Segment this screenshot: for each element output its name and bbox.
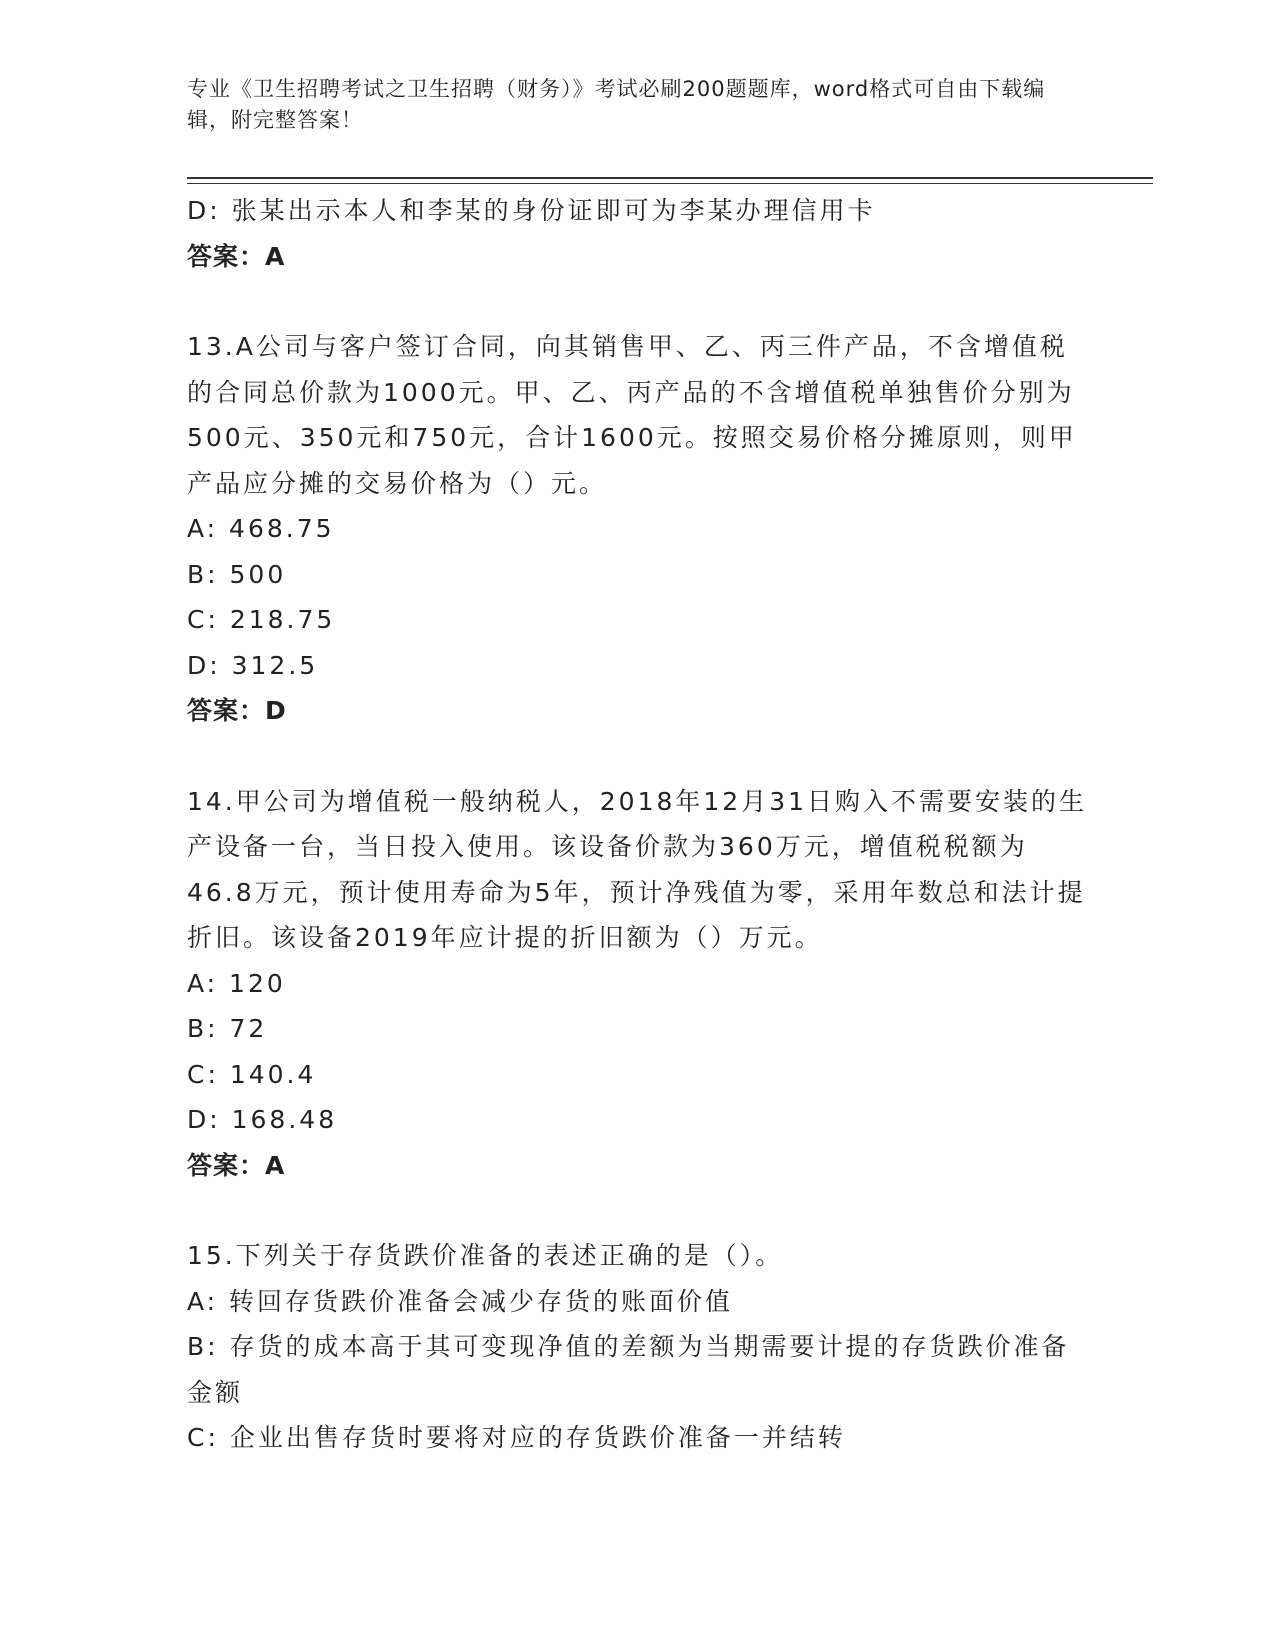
option-b: B: 500: [187, 559, 287, 589]
question-stem: 14.甲公司为增值税一般纳税人，2018年12月31日购入不需要安装的生产设备一台，当日投入使用。该设备价款为360万元，增值税税额为46.8万元，预计使用寿命为5年，预计净残值为零，采用年数总和法计提折旧。该设备2019年应计提的折旧额为（）万元。: [187, 786, 1088, 952]
option-c: C: 企业出售存货时要将对应的存货跌价准备一并结转: [187, 1423, 846, 1452]
question-15: [187, 1233, 1087, 1461]
option-d: D: 168.48: [187, 1105, 338, 1134]
answer: 答案：A: [187, 1150, 286, 1180]
header-divider-thick: [187, 177, 1153, 179]
option-a: A: 120: [187, 968, 286, 998]
answer: 答案：D: [187, 696, 287, 725]
question-stem: 13.A公司与客户签订合同，向其销售甲、乙、丙三件产品，不含增值税的合同总价款为1000元。甲、乙、丙产品的不含增值税单独售价分别为500元、350元和750元，合计1600元。按照交易价格分摊原则，则甲产品应分摊的交易价格为（）元。: [187, 332, 1077, 498]
option-c: C: 218.75: [187, 605, 336, 634]
option-d: D: 312.5: [187, 650, 319, 680]
option-a: A: 转回存货跌价准备会减少存货的账面价值: [187, 1286, 734, 1316]
option-b: B: 72: [187, 1014, 268, 1043]
option-c: C: 140.4: [187, 1059, 317, 1089]
page-header: 专业《卫生招聘考试之卫生招聘（财务）》考试必刷200题题库，word格式可自由下载编辑，附完整答案！: [187, 77, 1046, 132]
question-14: [187, 779, 1087, 1189]
question-content: [187, 188, 1087, 1461]
option-b: B: 存货的成本高于其可变现净值的差额为当期需要计提的存货跌价准备金额: [187, 1332, 1070, 1407]
option-a: A: 468.75: [187, 514, 335, 543]
question-13: [187, 324, 1087, 734]
question-stem: 15.下列关于存货跌价准备的表述正确的是（）。: [187, 1241, 784, 1270]
answer: 答案：A: [187, 241, 286, 271]
header-divider-thin: [187, 183, 1153, 184]
option-d: D: 张某出示本人和李某的身份证即可为李某办理信用卡: [187, 196, 876, 225]
previous-question-tail: [187, 188, 1087, 279]
